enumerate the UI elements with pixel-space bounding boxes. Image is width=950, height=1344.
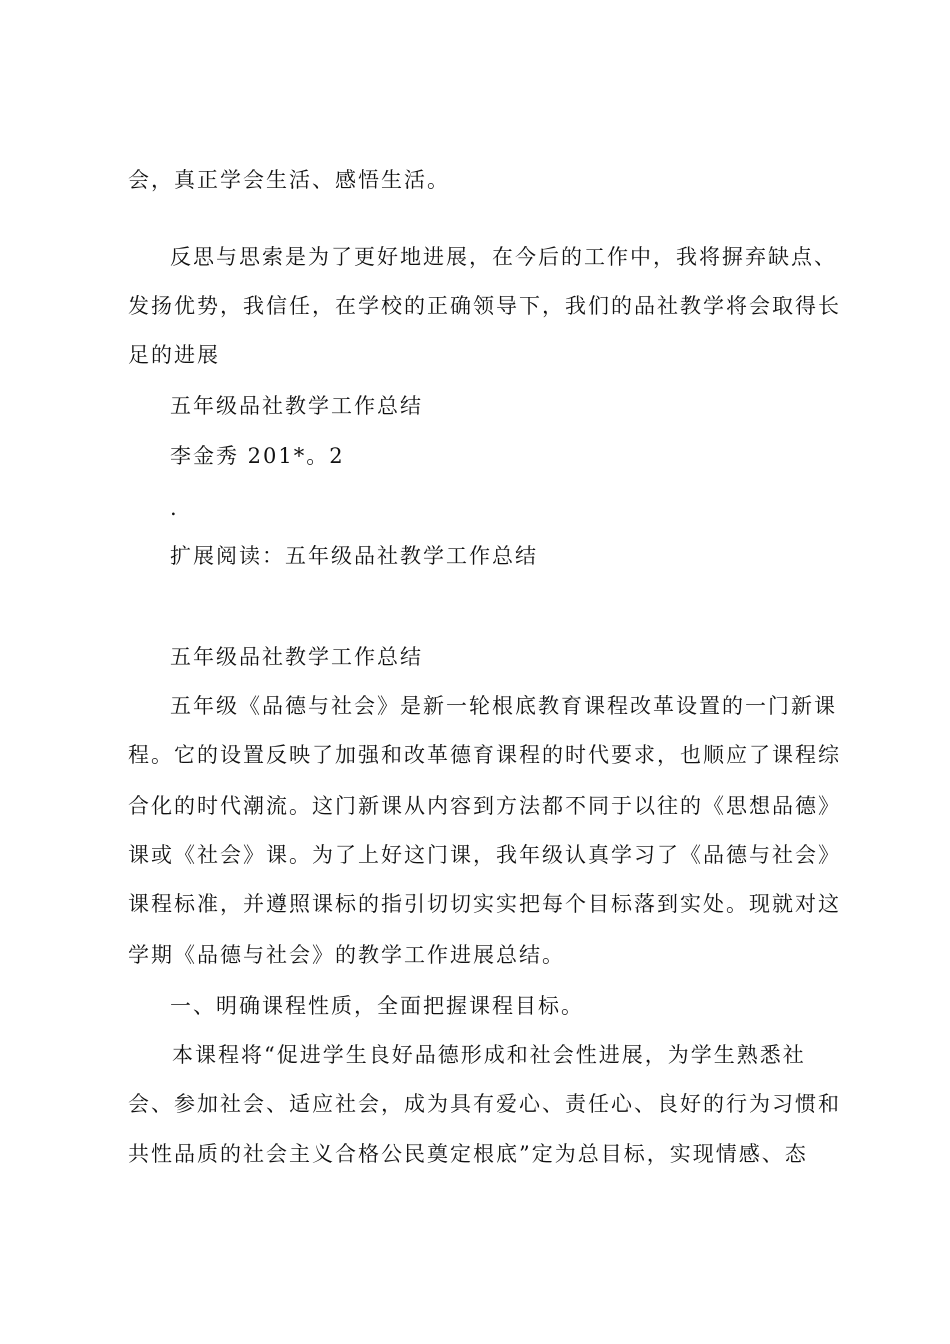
section-subheading: 一、明确课程性质，全面把握课程目标。 bbox=[170, 994, 584, 1018]
paragraph-line: 本课程将“促进学生良好品德形成和社会性进展，为学生熟悉社 bbox=[172, 1043, 806, 1067]
paragraph-line: 共性品质的社会主义合格公民奠定根底”定为总目标，实现情感、态 bbox=[128, 1142, 808, 1166]
paragraph-line: 会、参加社会、适应社会，成为具有爱心、责任心、良好的行为习惯和 bbox=[128, 1092, 841, 1116]
paragraph-line: 五年级《品德与社会》是新一轮根底教育课程改革设置的一门新课 bbox=[170, 694, 837, 718]
paragraph-line: 足的进展 bbox=[128, 343, 220, 367]
extended-reading-title: 扩展阅读：五年级品社教学工作总结 bbox=[170, 544, 538, 568]
paragraph-line: 发扬优势，我信任，在学校的正确领导下，我们的品社教学将会取得长 bbox=[128, 294, 841, 318]
paragraph-line: 学期《品德与社会》的教学工作进展总结。 bbox=[128, 943, 565, 967]
paragraph-line: 课程标准，并遵照课标的指引切切实实把每个目标落到实处。现就对这 bbox=[128, 892, 841, 916]
paragraph-line: 反思与思索是为了更好地进展，在今后的工作中，我将摒弃缺点、 bbox=[170, 245, 837, 269]
author-date: 李金秀 201*。2 bbox=[170, 444, 345, 468]
separator-dot: . bbox=[170, 496, 179, 520]
section-heading: 五年级品社教学工作总结 bbox=[170, 645, 423, 669]
paragraph-line: 课或《社会》课。为了上好这门课，我年级认真学习了《品德与社会》 bbox=[128, 843, 841, 867]
paragraph-line: 会，真正学会生活、感悟生活。 bbox=[128, 168, 450, 192]
paragraph-line: 合化的时代潮流。这门新课从内容到方法都不同于以往的《思想品德》 bbox=[128, 794, 841, 818]
section-heading: 五年级品社教学工作总结 bbox=[170, 394, 423, 418]
paragraph-line: 程。它的设置反映了加强和改革德育课程的时代要求，也顺应了课程综 bbox=[128, 743, 841, 767]
